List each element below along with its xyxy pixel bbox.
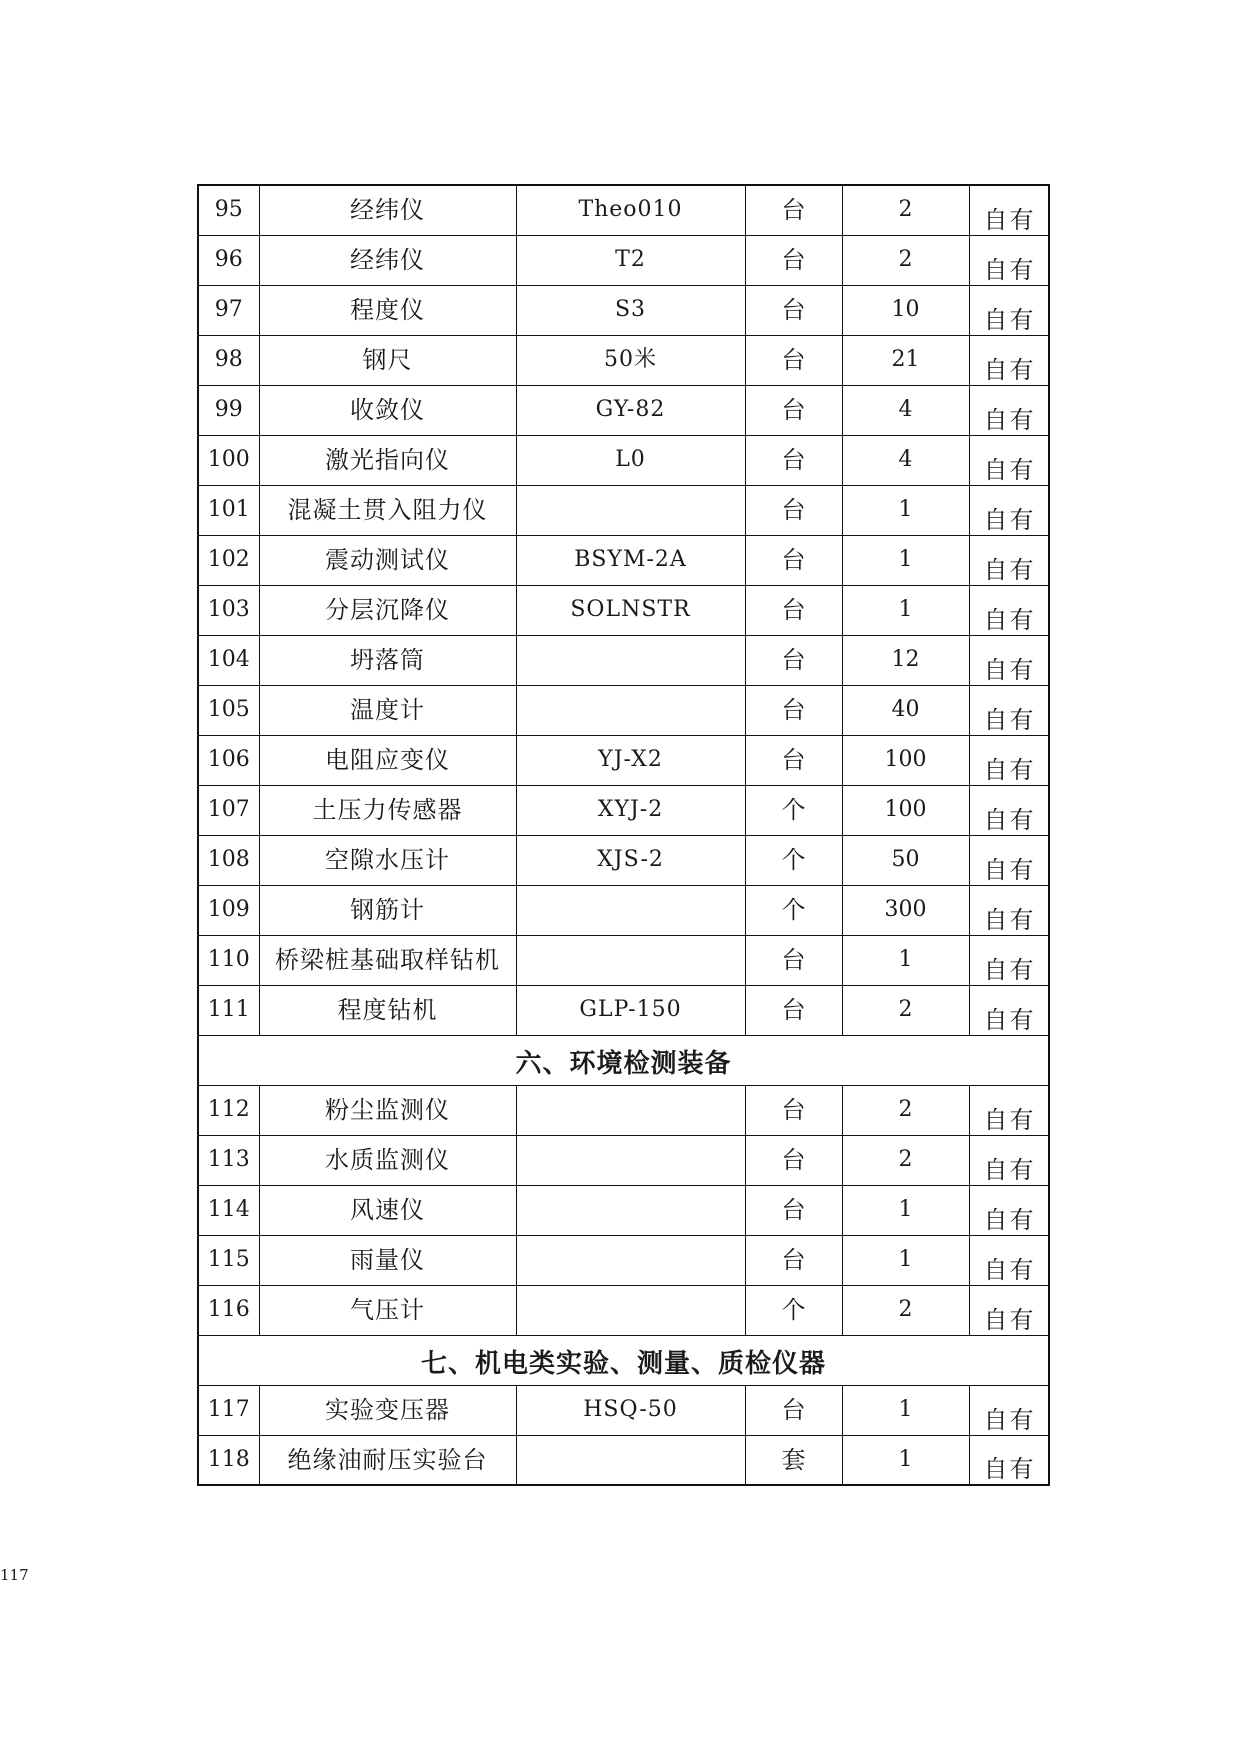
equipment-quantity: 21 bbox=[842, 335, 969, 385]
ownership-remark: 自有 bbox=[969, 1285, 1049, 1335]
ownership-remark: 自有 bbox=[969, 1435, 1049, 1485]
equipment-name: 激光指向仪 bbox=[259, 435, 516, 485]
equipment-quantity: 10 bbox=[842, 285, 969, 335]
equipment-unit: 台 bbox=[745, 435, 842, 485]
equipment-unit: 台 bbox=[745, 485, 842, 535]
equipment-name: 实验变压器 bbox=[259, 1385, 516, 1435]
table-row bbox=[198, 635, 1049, 685]
row-number: 106 bbox=[198, 735, 259, 785]
equipment-model: T2 bbox=[516, 235, 745, 285]
equipment-name: 气压计 bbox=[259, 1285, 516, 1335]
row-number: 108 bbox=[198, 835, 259, 885]
equipment-unit: 台 bbox=[745, 635, 842, 685]
row-number: 100 bbox=[198, 435, 259, 485]
row-number: 101 bbox=[198, 485, 259, 535]
table-row bbox=[198, 335, 1049, 385]
equipment-model bbox=[516, 1135, 745, 1185]
equipment-name: 风速仪 bbox=[259, 1185, 516, 1235]
ownership-remark: 自有 bbox=[969, 985, 1049, 1035]
equipment-model bbox=[516, 635, 745, 685]
row-number: 99 bbox=[198, 385, 259, 435]
equipment-unit: 台 bbox=[745, 985, 842, 1035]
equipment-quantity: 2 bbox=[842, 1285, 969, 1335]
equipment-quantity: 50 bbox=[842, 835, 969, 885]
table-row bbox=[198, 585, 1049, 635]
equipment-unit: 个 bbox=[745, 835, 842, 885]
table-row bbox=[198, 835, 1049, 885]
table-row bbox=[198, 1085, 1049, 1135]
table-row bbox=[198, 385, 1049, 435]
ownership-remark: 自有 bbox=[969, 785, 1049, 835]
row-number: 117 bbox=[198, 1385, 259, 1435]
ownership-remark: 自有 bbox=[969, 835, 1049, 885]
row-number: 109 bbox=[198, 885, 259, 935]
ownership-remark: 自有 bbox=[969, 335, 1049, 385]
ownership-remark: 自有 bbox=[969, 735, 1049, 785]
ownership-remark: 自有 bbox=[969, 635, 1049, 685]
row-number: 97 bbox=[198, 285, 259, 335]
equipment-name: 震动测试仪 bbox=[259, 535, 516, 585]
ownership-remark: 自有 bbox=[969, 685, 1049, 735]
equipment-quantity: 1 bbox=[842, 1185, 969, 1235]
row-number: 116 bbox=[198, 1285, 259, 1335]
equipment-unit: 台 bbox=[745, 285, 842, 335]
equipment-model bbox=[516, 1285, 745, 1335]
table-row bbox=[198, 885, 1049, 935]
equipment-model: GLP-150 bbox=[516, 985, 745, 1035]
section-title: 七、机电类实验、测量、质检仪器 bbox=[198, 1335, 1049, 1385]
table-row bbox=[198, 535, 1049, 585]
equipment-model bbox=[516, 1085, 745, 1135]
row-number: 95 bbox=[198, 185, 259, 235]
equipment-unit: 台 bbox=[745, 685, 842, 735]
table-row bbox=[198, 235, 1049, 285]
equipment-quantity: 4 bbox=[842, 385, 969, 435]
equipment-quantity: 300 bbox=[842, 885, 969, 935]
ownership-remark: 自有 bbox=[969, 1385, 1049, 1435]
ownership-remark: 自有 bbox=[969, 435, 1049, 485]
equipment-name: 经纬仪 bbox=[259, 235, 516, 285]
equipment-unit: 套 bbox=[745, 1435, 842, 1485]
equipment-quantity: 1 bbox=[842, 1435, 969, 1485]
section-header-row bbox=[198, 1335, 1049, 1385]
equipment-quantity: 1 bbox=[842, 585, 969, 635]
row-number: 96 bbox=[198, 235, 259, 285]
table-row bbox=[198, 1435, 1049, 1485]
table-row bbox=[198, 935, 1049, 985]
equipment-table-body bbox=[198, 185, 1049, 1485]
equipment-name: 经纬仪 bbox=[259, 185, 516, 235]
table-row bbox=[198, 735, 1049, 785]
row-number: 114 bbox=[198, 1185, 259, 1235]
equipment-model: YJ-X2 bbox=[516, 735, 745, 785]
table-row bbox=[198, 985, 1049, 1035]
row-number: 104 bbox=[198, 635, 259, 685]
equipment-quantity: 1 bbox=[842, 485, 969, 535]
row-number: 118 bbox=[198, 1435, 259, 1485]
equipment-quantity: 1 bbox=[842, 935, 969, 985]
equipment-quantity: 1 bbox=[842, 1235, 969, 1285]
ownership-remark: 自有 bbox=[969, 235, 1049, 285]
equipment-name: 钢尺 bbox=[259, 335, 516, 385]
ownership-remark: 自有 bbox=[969, 485, 1049, 535]
ownership-remark: 自有 bbox=[969, 585, 1049, 635]
equipment-quantity: 2 bbox=[842, 185, 969, 235]
section-header-row bbox=[198, 1035, 1049, 1085]
ownership-remark: 自有 bbox=[969, 1085, 1049, 1135]
equipment-unit: 台 bbox=[745, 1385, 842, 1435]
equipment-model: GY-82 bbox=[516, 385, 745, 435]
equipment-model bbox=[516, 885, 745, 935]
equipment-unit: 台 bbox=[745, 1185, 842, 1235]
equipment-name: 分层沉降仪 bbox=[259, 585, 516, 635]
ownership-remark: 自有 bbox=[969, 1135, 1049, 1185]
section-title: 六、环境检测装备 bbox=[198, 1035, 1049, 1085]
equipment-name: 收敛仪 bbox=[259, 385, 516, 435]
equipment-unit: 台 bbox=[745, 585, 842, 635]
equipment-quantity: 100 bbox=[842, 785, 969, 835]
equipment-quantity: 40 bbox=[842, 685, 969, 735]
equipment-quantity: 12 bbox=[842, 635, 969, 685]
table-row bbox=[198, 785, 1049, 835]
equipment-model: 50米 bbox=[516, 335, 745, 385]
row-number: 103 bbox=[198, 585, 259, 635]
equipment-model bbox=[516, 485, 745, 535]
row-number: 102 bbox=[198, 535, 259, 585]
equipment-unit: 台 bbox=[745, 1135, 842, 1185]
equipment-model: HSQ-50 bbox=[516, 1385, 745, 1435]
table-row bbox=[198, 1135, 1049, 1185]
row-number: 113 bbox=[198, 1135, 259, 1185]
table-row bbox=[198, 185, 1049, 235]
equipment-name: 土压力传感器 bbox=[259, 785, 516, 835]
ownership-remark: 自有 bbox=[969, 935, 1049, 985]
equipment-model: XJS-2 bbox=[516, 835, 745, 885]
equipment-name: 坍落筒 bbox=[259, 635, 516, 685]
equipment-name: 钢筋计 bbox=[259, 885, 516, 935]
equipment-unit: 个 bbox=[745, 785, 842, 835]
equipment-unit: 个 bbox=[745, 885, 842, 935]
row-number: 107 bbox=[198, 785, 259, 835]
equipment-model: BSYM-2A bbox=[516, 535, 745, 585]
row-number: 110 bbox=[198, 935, 259, 985]
equipment-quantity: 4 bbox=[842, 435, 969, 485]
equipment-model bbox=[516, 1435, 745, 1485]
table-row bbox=[198, 1235, 1049, 1285]
equipment-unit: 台 bbox=[745, 735, 842, 785]
equipment-unit: 台 bbox=[745, 235, 842, 285]
equipment-unit: 台 bbox=[745, 185, 842, 235]
ownership-remark: 自有 bbox=[969, 535, 1049, 585]
ownership-remark: 自有 bbox=[969, 885, 1049, 935]
equipment-table bbox=[197, 184, 1050, 1486]
table-row bbox=[198, 1185, 1049, 1235]
row-number: 112 bbox=[198, 1085, 259, 1135]
equipment-name: 空隙水压计 bbox=[259, 835, 516, 885]
table-row bbox=[198, 1385, 1049, 1435]
equipment-quantity: 2 bbox=[842, 1085, 969, 1135]
table-row bbox=[198, 685, 1049, 735]
table-row bbox=[198, 485, 1049, 535]
equipment-model: L0 bbox=[516, 435, 745, 485]
equipment-model bbox=[516, 935, 745, 985]
equipment-name: 混凝土贯入阻力仪 bbox=[259, 485, 516, 535]
equipment-quantity: 1 bbox=[842, 1385, 969, 1435]
ownership-remark: 自有 bbox=[969, 385, 1049, 435]
row-number: 111 bbox=[198, 985, 259, 1035]
equipment-model bbox=[516, 1235, 745, 1285]
row-number: 105 bbox=[198, 685, 259, 735]
equipment-name: 水质监测仪 bbox=[259, 1135, 516, 1185]
equipment-name: 程度仪 bbox=[259, 285, 516, 335]
equipment-name: 绝缘油耐压实验台 bbox=[259, 1435, 516, 1485]
table-row bbox=[198, 285, 1049, 335]
equipment-model bbox=[516, 1185, 745, 1235]
table-row bbox=[198, 435, 1049, 485]
equipment-unit: 台 bbox=[745, 385, 842, 435]
equipment-unit: 台 bbox=[745, 1235, 842, 1285]
table-row bbox=[198, 1285, 1049, 1335]
equipment-name: 程度钻机 bbox=[259, 985, 516, 1035]
equipment-quantity: 1 bbox=[842, 535, 969, 585]
equipment-model: XYJ-2 bbox=[516, 785, 745, 835]
row-number: 98 bbox=[198, 335, 259, 385]
equipment-quantity: 100 bbox=[842, 735, 969, 785]
equipment-unit: 台 bbox=[745, 335, 842, 385]
ownership-remark: 自有 bbox=[969, 1185, 1049, 1235]
equipment-name: 雨量仪 bbox=[259, 1235, 516, 1285]
equipment-name: 电阻应变仪 bbox=[259, 735, 516, 785]
row-number: 115 bbox=[198, 1235, 259, 1285]
equipment-unit: 台 bbox=[745, 535, 842, 585]
ownership-remark: 自有 bbox=[969, 1235, 1049, 1285]
page-number: 117 bbox=[0, 1566, 29, 1584]
equipment-quantity: 2 bbox=[842, 1135, 969, 1185]
equipment-model: SOLNSTR bbox=[516, 585, 745, 635]
equipment-name: 粉尘监测仪 bbox=[259, 1085, 516, 1135]
equipment-model bbox=[516, 685, 745, 735]
equipment-unit: 个 bbox=[745, 1285, 842, 1335]
equipment-quantity: 2 bbox=[842, 985, 969, 1035]
equipment-unit: 台 bbox=[745, 935, 842, 985]
ownership-remark: 自有 bbox=[969, 185, 1049, 235]
equipment-name: 桥梁桩基础取样钻机 bbox=[259, 935, 516, 985]
equipment-quantity: 2 bbox=[842, 235, 969, 285]
equipment-unit: 台 bbox=[745, 1085, 842, 1135]
equipment-model: Theo010 bbox=[516, 185, 745, 235]
equipment-name: 温度计 bbox=[259, 685, 516, 735]
equipment-model: S3 bbox=[516, 285, 745, 335]
ownership-remark: 自有 bbox=[969, 285, 1049, 335]
